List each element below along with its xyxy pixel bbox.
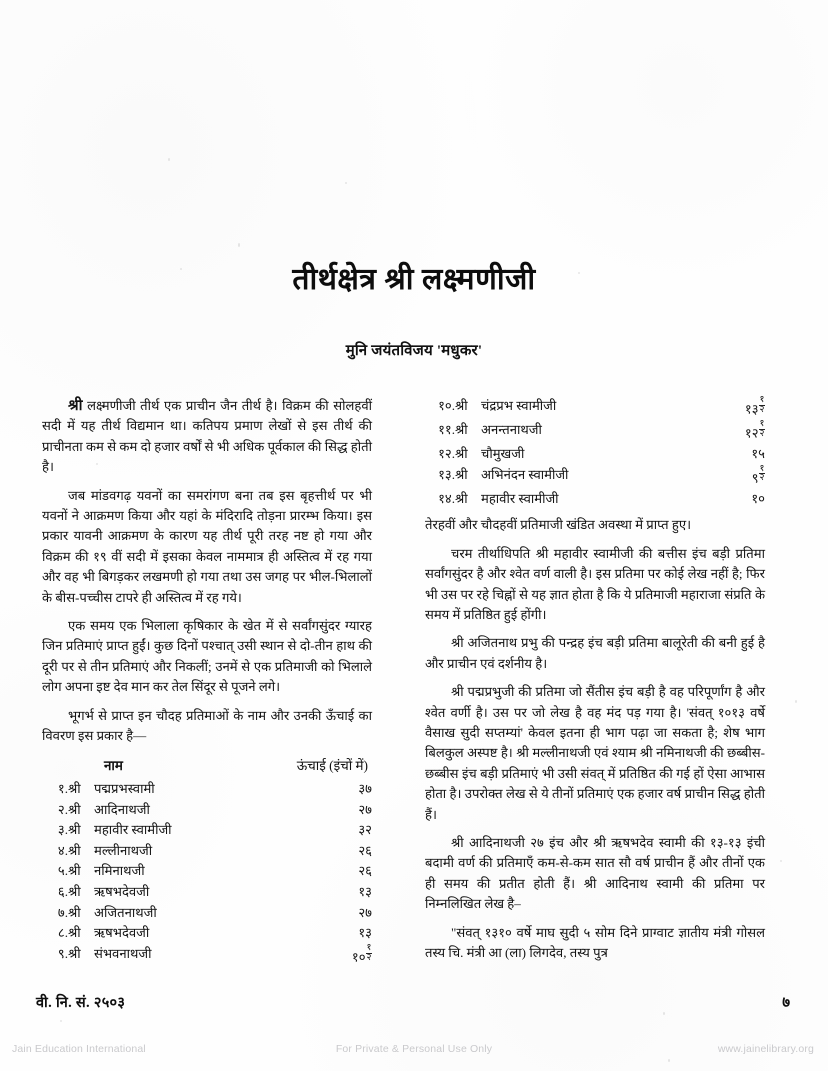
title-block — [0, 262, 828, 298]
statue-honorific: श्री — [68, 863, 81, 879]
column-header-height: ऊंचाई (इंचों में) — [296, 757, 368, 773]
statue-name: मल्लीनाथजी — [94, 842, 153, 858]
statue-index: १०. — [438, 398, 455, 413]
paragraph: "संवत् १३१० वर्षे माघ सुदी ५ सोम दिने प्राग्वाट ज्ञातीय मंत्री गोसल तस्य चि. मंत्री आ (ला) लिगदेव, तस्य पुत्र — [425, 924, 765, 960]
statue-honorific: श्री — [68, 945, 81, 961]
statue-name: आदिनाथजी — [94, 801, 150, 817]
table-row — [42, 903, 372, 924]
statue-honorific: श्री — [455, 490, 468, 506]
statue-honorific: श्री — [68, 925, 81, 941]
statue-honorific: श्री — [68, 904, 81, 920]
table-row — [425, 444, 765, 465]
paragraph: श्री पद्मप्रभुजी की प्रतिमा जो सैंतीस इंच बड़ी है वह परिपूर्णांग है और श्वेत वर्णी है। उस पर जो लेख है वह मंद पड़ गया है। 'संवत् १०१३ वर्षे वैसाख सुदी सप्तम्यां' केवल इतना ही भाग पढ़ा जा सकता है; शेष भाग बिलकुल अस्पष्ट है। श्री मल्लीनाथजी एवं श्याम श्री नमिनाथजी की छब्बीस-छब्बीस इंच बड़ी प्रतिमाएं भी उसी संवत् में प्रतिष्ठित की गई हों ऐसा आभास होता है। उपरोक्त लेख से ये तीनों प्रतिमाएं एक हजार वर्ष प्राचीन सिद्ध होती हैं। — [425, 684, 765, 822]
table-row — [425, 465, 765, 489]
statue-index: ४. — [57, 842, 68, 858]
watermark-left: Jain Education International — [12, 1043, 146, 1055]
statue-honorific: श्री — [68, 884, 81, 900]
statue-honorific: श्री — [455, 466, 468, 482]
right-column — [425, 396, 765, 963]
statue-height: १२ $\frac{१}{२}$ — [744, 419, 765, 441]
paragraph: तेरहवीं और चौदहवीं प्रतिमाजी खंडित अवस्था में प्राप्त हुए। — [425, 517, 692, 533]
statue-height: ९ $\frac{१}{२}$ — [751, 463, 765, 486]
table-row — [42, 944, 372, 968]
page-number: ७ — [782, 995, 790, 1011]
half-fraction: $\frac{१}{२}$ — [759, 419, 765, 439]
half-fraction: $\frac{१}{२}$ — [759, 463, 765, 484]
paragraph: एक समय एक भिलाला कृषिकार के खेत में से सर्वांगसुंदर ग्यारह जिन प्रतिमाएं प्राप्त हुईं। कुछ दिनों पश्चात् उसी स्थान से दो-तीन हाथ की दूरी पर से तीन प्रतिमाएं और निकलीं; उनमें से एक प्रतिमाजी को भिलाले लोग अपना इष्ट देव मान कर तेल सिंदूर से पूजने लगे। — [42, 618, 372, 695]
page-title: तीर्थक्षेत्र श्री लक्ष्मणीजी — [292, 263, 536, 296]
statue-name: महावीर स्वामीजी — [94, 822, 172, 838]
statue-index: ८. — [57, 925, 68, 941]
statue-height: ३७ — [358, 781, 372, 797]
paragraph: जब मांडवगढ़ यवनों का समरांगण बना तब इस बृहत्तीर्थ पर भी यवनों ने आक्रमण किया और यहां के मंदिरादि तोड़ना प्रारम्भ किया। इस प्रकार यावनी आक्रमण के कारण यह तीर्थ पूरी तरह नष्ट हो गया और विक्रम की १९ वीं सदी में इसका केवल नाममात्र ही अस्तित्व में रह गया और वह भी बिगड़कर लखमणी हो गया तथा उस जगह पर भील-भिलालों के बीस-पच्चीस टापरे ही अस्तित्व में रह गये। — [42, 487, 372, 605]
statue-height: १३ — [358, 925, 372, 941]
statue-honorific: श्री — [68, 842, 81, 858]
table-row — [425, 420, 765, 444]
statue-index: ७. — [57, 904, 68, 920]
statue-index: ६. — [57, 884, 68, 900]
statue-name: चौमुखजी — [481, 446, 525, 462]
table-row — [42, 923, 372, 944]
statue-index: १२. — [438, 446, 455, 462]
statue-honorific: श्री — [455, 446, 468, 462]
watermark-center: For Private & Personal Use Only — [335, 1043, 493, 1055]
left-column-body — [42, 396, 372, 747]
left-column — [42, 396, 372, 968]
half-fraction: $\frac{१}{२}$ — [366, 942, 372, 963]
statue-honorific: श्री — [68, 822, 81, 838]
statue-index: ११. — [438, 422, 455, 438]
statue-name: नमिनाथजी — [94, 863, 145, 879]
half-fraction: $\frac{१}{२}$ — [759, 395, 765, 415]
paragraph: श्री लक्ष्मणीजी तीर्थ एक प्राचीन जैन तीर्थ है। विक्रम की सोलहवीं सदी में यह तीर्थ विद्यमान था। कतिपय प्रमाण लेखों से इस तीर्थ की प्राचीनता कम से कम दो हजार वर्षों से भी अधिक पूर्वकाल की सिद्ध होती है। — [42, 398, 372, 475]
statue-index: ९. — [57, 945, 68, 961]
era-label: वी. नि. सं. २५०३ — [36, 995, 126, 1011]
statue-name: संभवनाथजी — [94, 945, 152, 961]
statue-height: २६ — [358, 842, 372, 858]
statue-name: महावीर स्वामीजी — [481, 490, 559, 506]
table-row — [425, 489, 765, 510]
table-row — [42, 861, 372, 882]
statue-name: अजितनाथजी — [94, 904, 157, 920]
table-row — [42, 779, 372, 800]
statue-name: अनन्तनाथजी — [481, 422, 542, 438]
statue-height: २७ — [358, 801, 372, 817]
statue-table-left — [42, 756, 372, 968]
statue-name: ऋषभदेवजी — [94, 925, 150, 941]
watermark-bar — [0, 1043, 828, 1061]
table-header-row — [42, 756, 372, 780]
statue-name: चंद्रप्रभ स्वामीजी — [481, 398, 557, 413]
table-row — [42, 800, 372, 821]
table-row — [42, 820, 372, 841]
statue-index: २. — [57, 801, 68, 817]
paragraph: भूगर्भ से प्राप्त इन चौदह प्रतिमाओं के नाम और उनकी ऊँचाई का विवरण इस प्रकार है— — [42, 707, 372, 744]
statue-honorific: श्री — [455, 422, 468, 438]
page-footer — [0, 992, 828, 1014]
statue-height: १० $\frac{१}{२}$ — [351, 942, 372, 965]
paragraph-lead-word: श्री — [68, 398, 83, 414]
statue-height: ३२ — [358, 822, 372, 838]
paragraph: श्री अजितनाथ प्रभु की पन्द्रह इंच बड़ी प्रतिमा बालूरेती की बनी हुई है और प्राचीन एवं दर्शनीय है। — [425, 635, 765, 671]
column-header-name: नाम — [104, 757, 123, 773]
statue-height: १३ — [358, 884, 372, 900]
statue-name: ऋषभदेवजी — [94, 884, 150, 900]
statue-honorific: श्री — [68, 801, 81, 817]
statue-height: १५ — [751, 446, 765, 462]
statue-height: १० — [751, 490, 765, 506]
statue-index: ५. — [57, 863, 68, 879]
statue-height: २७ — [358, 904, 372, 920]
table-row — [425, 396, 765, 420]
paragraph: चरम तीर्थाधिपति श्री महावीर स्वामीजी की बत्तीस इंच बड़ी प्रतिमा सर्वांगसुंदर है और श्वेत वर्ण वाली है। इस प्रतिमा पर कोई लेख नहीं है; फिर भी उस पर रहे चिह्नों से यह ज्ञात होता है कि ये प्रतिमाजी महाराजा संप्रति के समय में प्रतिष्ठित हुई होंगी। — [425, 545, 765, 622]
watermark-right[interactable]: www.jainelibrary.org — [717, 1043, 814, 1055]
statue-name: पद्मप्रभस्वामी — [94, 781, 155, 797]
statue-height: २६ — [358, 863, 372, 879]
statue-honorific: श्री — [68, 781, 81, 797]
statue-index: १३. — [438, 466, 455, 482]
statue-table-right — [425, 396, 765, 509]
statue-index: ३. — [57, 822, 68, 838]
right-column-body — [425, 515, 765, 963]
statue-name: अभिनंदन स्वामीजी — [481, 466, 569, 482]
paragraph: श्री आदिनाथजी २७ इंच और श्री ऋषभदेव स्वामी की १३-१३ इंची बदामी वर्ण की प्रतिमाएँ कम-से-कम सात सौ वर्ष प्राचीन हैं और तीनों एक ही समय की प्रतीत होती हैं। श्री आदिनाथ स्वामी की प्रतिमा पर निम्नलिखित लेख है– — [425, 834, 765, 912]
table-row — [42, 841, 372, 862]
statue-index: १. — [57, 781, 68, 797]
statue-index: १४. — [438, 490, 455, 506]
statue-honorific: श्री — [455, 398, 468, 413]
statue-height: १३ $\frac{१}{२}$ — [744, 395, 765, 417]
table-row — [42, 882, 372, 903]
author-byline: मुनि जयंतविजय 'मधुकर' — [345, 343, 483, 359]
